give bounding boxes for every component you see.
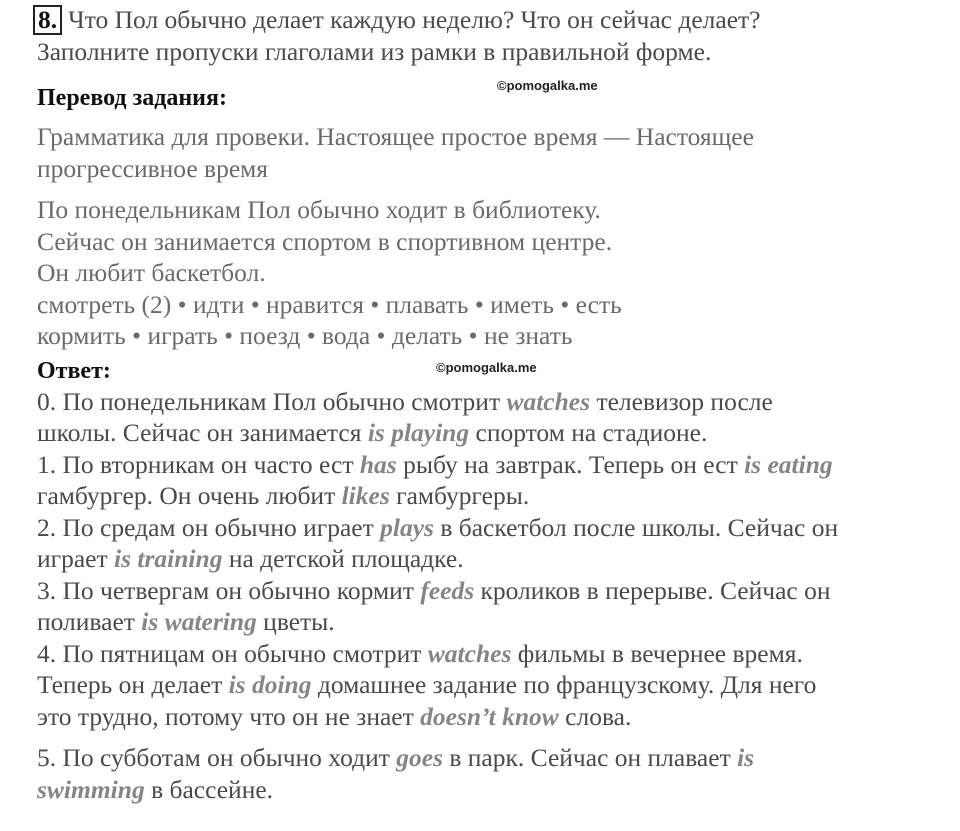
- word-box-line-2: кормить • играть • поезд • вода • делать • не знать: [37, 321, 573, 350]
- answer-text: цветы.: [256, 607, 335, 636]
- answer-verb: is: [737, 743, 755, 772]
- answer-text: 4. По пятницам он обычно смотрит: [37, 638, 428, 668]
- answer-text: фильмы в вечернее время.: [511, 638, 803, 668]
- answer-text: спортом на стадионе.: [469, 418, 708, 447]
- answer-verb: has: [359, 449, 397, 479]
- answer-line: [37, 669, 937, 701]
- answer-verb: feeds: [420, 575, 475, 605]
- answer-text: это трудно, потому что он не знает: [37, 701, 421, 731]
- word-box-line-1: смотреть (2) • идти • нравится • плавать • иметь • есть: [37, 289, 622, 319]
- answer-text: в баскетбол после школы. Сейчас он: [433, 512, 839, 542]
- answer-verb: likes: [341, 481, 390, 510]
- answer-text: 0. По понедельникам Пол обычно смотрит: [37, 386, 507, 416]
- task-line-1: [37, 4, 937, 36]
- answer-verb: is doing: [228, 670, 312, 699]
- answer-text: в бассейне.: [144, 774, 274, 804]
- answer-line: [37, 701, 937, 733]
- translation-heading: Перевод задания:: [37, 85, 227, 111]
- answer-verb: is eating: [744, 449, 833, 479]
- answer-text: рыбу на завтрак. Теперь он ест: [396, 449, 745, 479]
- answer-line: [37, 543, 937, 575]
- answer-line: [37, 417, 937, 449]
- answer-line: [37, 480, 937, 512]
- answer-text: 3. По четвергам он обычно кормит: [37, 575, 421, 605]
- answer-text: кроликов в перерыве. Сейчас он: [474, 575, 831, 605]
- translation-line-3: Он любит баскетбол.: [37, 258, 266, 287]
- watermark: ©pomogalka.me: [436, 360, 537, 375]
- answer-text: гамбургер. Он очень любит: [37, 481, 342, 510]
- answer-text: телевизор после: [590, 386, 773, 416]
- watermark: ©pomogalka.me: [497, 78, 598, 93]
- exercise-number: 8.: [33, 5, 62, 35]
- task-line-2: Заполните пропуски глаголами из рамки в правильной форме.: [37, 36, 712, 66]
- answer-verb: watches: [506, 386, 591, 416]
- answer-text: играет: [37, 544, 115, 573]
- answer-verb: swimming: [37, 774, 145, 804]
- answer-line: [37, 606, 937, 638]
- answer-text: школы. Сейчас он занимается: [37, 418, 368, 447]
- answer-text: слова.: [558, 701, 632, 731]
- answer-verb: is playing: [367, 418, 470, 447]
- answer-text: Теперь он делает: [37, 670, 229, 699]
- answer-text: в парк. Сейчас он плавает: [443, 743, 738, 772]
- translation-line-2: Сейчас он занимается спортом в спортивном центре.: [37, 226, 613, 256]
- grammar-line-2: прогрессивное время: [37, 153, 269, 183]
- answer-verb: doesn’t know: [420, 701, 559, 731]
- answer-line: [37, 386, 937, 418]
- answer-heading: Ответ:: [37, 357, 111, 384]
- answer-line: [37, 742, 937, 774]
- answer-verb: goes: [396, 743, 443, 772]
- answer-text: на детской площадке.: [222, 544, 464, 573]
- answer-line: [37, 449, 937, 481]
- translation-line-1: По понедельникам Пол обычно ходит в библиотеку.: [37, 195, 601, 224]
- answer-line: [37, 638, 937, 670]
- answer-line: [37, 512, 937, 544]
- answer-text: гамбургеры.: [389, 481, 530, 510]
- answer-line: [37, 575, 937, 607]
- answer-verb: is training: [114, 544, 223, 573]
- answer-line: [37, 774, 937, 806]
- answer-text: поливает: [37, 607, 142, 636]
- answer-verb: is watering: [141, 607, 257, 636]
- answer-text: домашнее задание по французскому. Для него: [311, 670, 817, 699]
- task-text-1: Что Пол обычно делает каждую неделю? Что он сейчас делает?: [68, 5, 761, 34]
- exercise-page: [37, 4, 937, 805]
- grammar-line-1: Грамматика для провеки. Настоящее простое время — Настоящее: [37, 122, 754, 151]
- answer-text: 1. По вторникам он часто ест: [37, 449, 360, 479]
- answer-text: 5. По субботам он обычно ходит: [37, 743, 397, 772]
- answer-verb: watches: [427, 638, 512, 668]
- answer-verb: plays: [380, 512, 434, 542]
- answer-block: [37, 386, 937, 806]
- answer-text: 2. По средам он обычно играет: [37, 512, 381, 542]
